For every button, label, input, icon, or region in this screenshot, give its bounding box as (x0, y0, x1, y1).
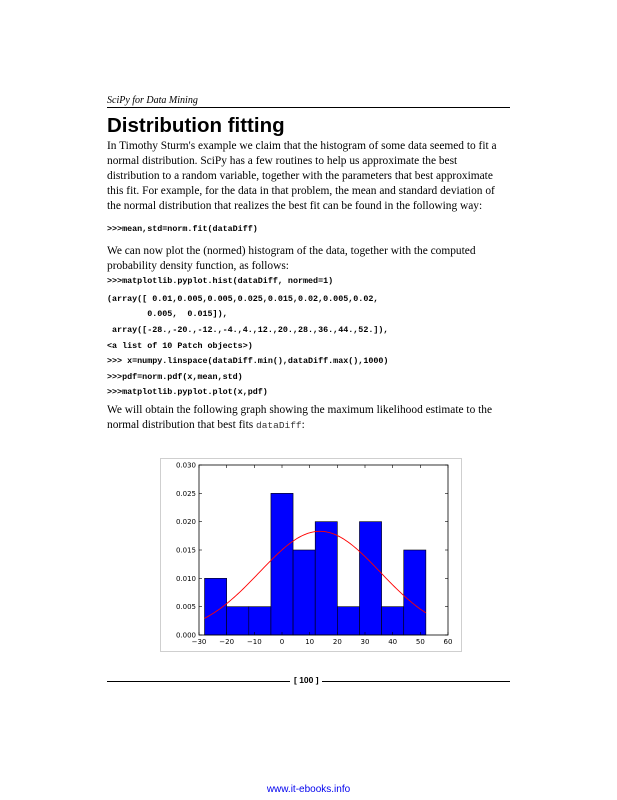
source-url[interactable]: www.it-ebooks.info (266, 784, 351, 795)
code-line: array([-28.,-20.,-12.,-4.,4.,12.,20.,28.,36.,44.,52.]), (107, 325, 389, 335)
x-tick-label: 60 (443, 638, 453, 646)
histogram-bar (337, 607, 359, 635)
code-line: <a list of 10 Patch objects>) (107, 341, 253, 351)
histogram-bar (315, 522, 337, 635)
x-tick-label: 20 (332, 638, 342, 646)
x-tick-label: −10 (246, 638, 262, 646)
paragraph-intro: In Timothy Sturm's example we claim that the histogram of some data seemed to fit a normal distribution. SciPy has a few routines to help us approximate the best distribution to a random variable, together with the parameters that best approximate this fit. For example, for the data in that problem, the mean and standard deviation of the normal distribution that realizes the best fit can be found in the following way: (107, 140, 497, 212)
y-tick-label: 0.030 (175, 461, 196, 470)
header-rule (107, 107, 510, 108)
paragraph-graph-end: : (301, 419, 305, 431)
histogram-bar (293, 550, 315, 635)
footer-rule-left (107, 681, 290, 682)
histogram-bar (359, 522, 381, 635)
paragraph-graph-text: We will obtain the following graph showing the maximum likelihood estimate to the normal distribution that best fits (107, 404, 493, 431)
histogram-bar (271, 493, 293, 635)
histogram-figure (160, 458, 462, 652)
histogram-bar (382, 607, 404, 635)
inline-code-datadiff: dataDiff (256, 420, 302, 431)
code-line: 0.005, 0.015]), (107, 309, 228, 319)
y-tick-label: 0.005 (175, 603, 196, 612)
histogram-bar (227, 607, 249, 635)
code-line: >>>pdf=norm.pdf(x,mean,std) (107, 372, 243, 382)
histogram-bar (404, 550, 426, 635)
histogram-bar (249, 607, 271, 635)
paragraph-plot: We can now plot the (normed) histogram of the data, together with the computed probability density function, as follows: (107, 245, 476, 272)
x-tick-label: 0 (279, 638, 285, 646)
y-tick-label: 0.020 (175, 518, 196, 527)
code-block-fit: >>>mean,std=norm.fit(dataDiff) (107, 224, 258, 234)
y-tick-label: 0.010 (175, 574, 196, 583)
x-tick-label: −30 (191, 638, 207, 646)
y-tick-label: 0.000 (175, 631, 196, 640)
histogram-chart (161, 459, 461, 651)
code-line: >>>matplotlib.pyplot.plot(x,pdf) (107, 387, 268, 397)
x-tick-label: −20 (219, 638, 235, 646)
x-tick-label: 10 (305, 638, 315, 646)
x-tick-label: 50 (415, 638, 425, 646)
y-tick-label: 0.025 (175, 489, 196, 498)
paragraph-graph (107, 403, 511, 433)
section-title: Distribution fitting (107, 114, 285, 137)
page-number: [ 100 ] (294, 675, 319, 685)
code-line: >>> x=numpy.linspace(dataDiff.min(),dataDiff.max(),1000) (107, 356, 389, 366)
code-line: (array([ 0.01,0.005,0.005,0.025,0.015,0.02,0.005,0.02, (107, 294, 379, 304)
y-tick-label: 0.015 (175, 546, 196, 555)
x-tick-label: 40 (388, 638, 398, 646)
footer-rule-right (322, 681, 510, 682)
running-head: SciPy for Data Mining (107, 95, 198, 106)
x-tick-label: 30 (360, 638, 370, 646)
code-line: >>>matplotlib.pyplot.hist(dataDiff, normed=1) (107, 276, 334, 286)
